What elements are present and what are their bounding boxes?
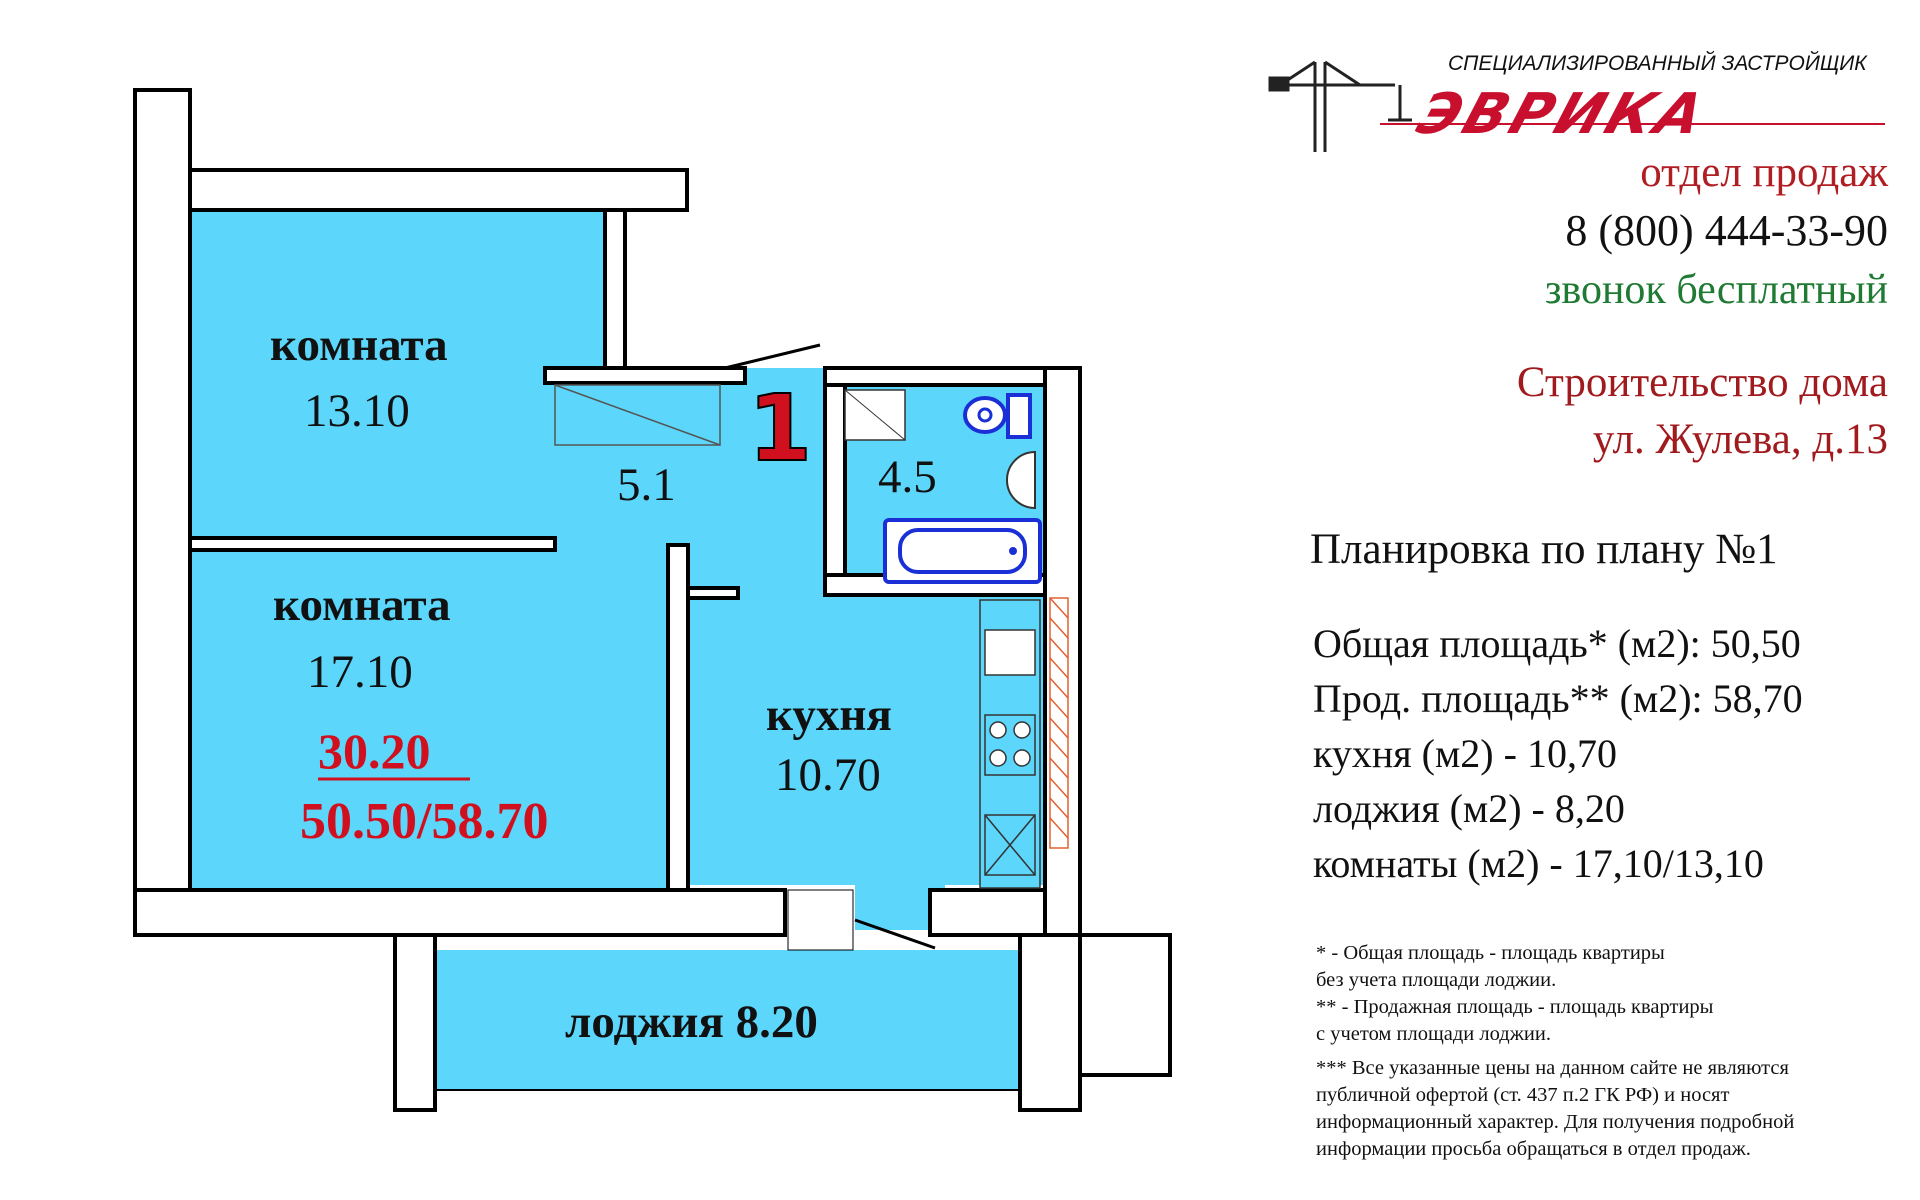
note-line: *** Все указанные цены на данном сайте не являются bbox=[1316, 1057, 1789, 1079]
spec-total-area: Общая площадь* (м2): 50,50 bbox=[1313, 621, 1801, 666]
room-1-fill bbox=[190, 208, 605, 558]
spec-loggia: лоджия (м2) - 8,20 bbox=[1313, 786, 1625, 831]
room-2-area: 17.10 bbox=[307, 646, 413, 698]
kitchen-label: кухня bbox=[766, 689, 892, 741]
total-ratio: 50.50/58.70 bbox=[300, 793, 549, 850]
hall-area: 5.1 bbox=[617, 459, 676, 511]
living-total: 30.20 bbox=[318, 723, 431, 779]
closet bbox=[555, 385, 720, 445]
note-line: * - Общая площадь - площадь квартиры bbox=[1316, 942, 1665, 964]
spec-rooms: комнаты (м2) - 17,10/13,10 bbox=[1313, 841, 1764, 886]
sales-department: отдел продаж bbox=[1640, 149, 1888, 196]
kitchen-area: 10.70 bbox=[775, 749, 881, 801]
kitchen-fixtures bbox=[980, 600, 1040, 888]
note-line: публичной офертой (ст. 437 п.2 ГК РФ) и носят bbox=[1316, 1084, 1730, 1106]
spec-sale-area: Прод. площадь** (м2): 58,70 bbox=[1313, 676, 1803, 721]
brand-logo-text: ЭВРИКА bbox=[1409, 82, 1716, 147]
note-line: с учетом площади лоджии. bbox=[1316, 1023, 1551, 1045]
phone-number[interactable]: 8 (800) 444-33-90 bbox=[1565, 206, 1888, 255]
note-line: информации просьба обращаться в отдел продаж. bbox=[1316, 1138, 1751, 1160]
layout-title: Планировка по плану №1 bbox=[1310, 526, 1778, 573]
room-1-area: 13.10 bbox=[304, 385, 410, 437]
room-1-label: комната bbox=[270, 319, 448, 371]
developer-caption: СПЕЦИАЛИЗИРОВАННЫЙ ЗАСТРОЙЩИК bbox=[1448, 52, 1867, 75]
room-2-label: комната bbox=[273, 579, 451, 631]
loggia-label: лоджия 8.20 bbox=[565, 996, 818, 1048]
crane-logo-icon bbox=[1270, 62, 1412, 152]
spec-kitchen: кухня (м2) - 10,70 bbox=[1313, 731, 1617, 776]
note-line: без учета площади лоджии. bbox=[1316, 969, 1557, 991]
bathroom-area: 4.5 bbox=[878, 451, 937, 503]
note-line: ** - Продажная площадь - площадь квартиры bbox=[1316, 996, 1714, 1018]
note-line: информационный характер. Для получения подробной bbox=[1316, 1111, 1795, 1133]
project-line-1: Строительство дома bbox=[1516, 359, 1888, 406]
project-line-2: ул. Жулева, д.13 bbox=[1592, 416, 1888, 463]
flat-number: 1 bbox=[748, 375, 813, 482]
free-call-note: звонок бесплатный bbox=[1544, 267, 1888, 313]
